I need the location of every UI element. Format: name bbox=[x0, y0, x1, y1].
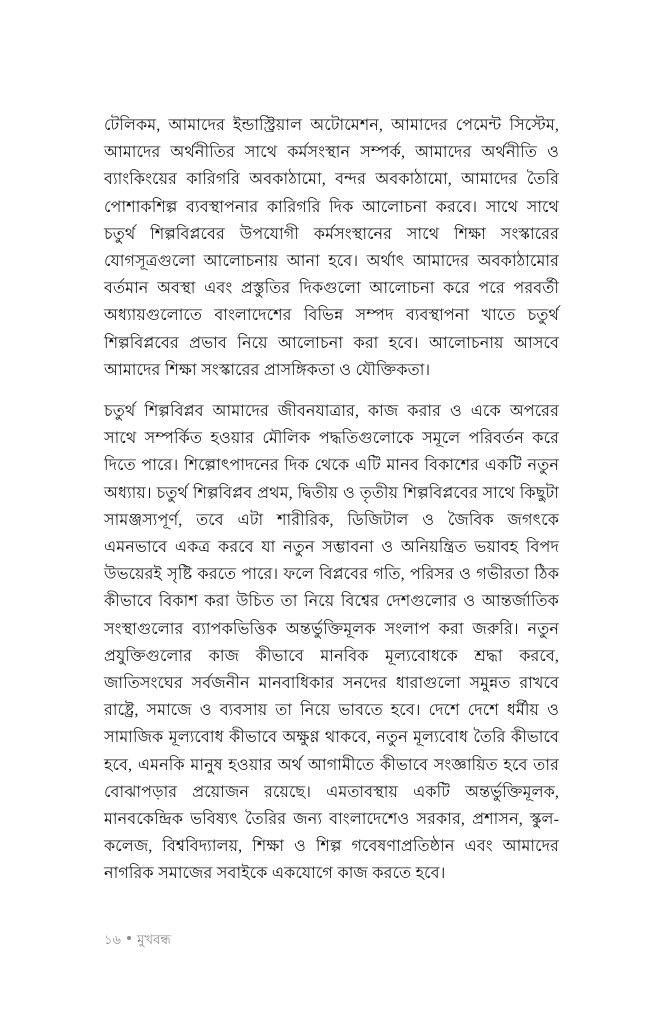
footer-chapter-title: মুখবন্ধ bbox=[137, 932, 171, 947]
page-text-column bbox=[104, 112, 559, 888]
page-number: ১৬ bbox=[104, 932, 122, 947]
page-footer bbox=[104, 931, 171, 949]
body-paragraph-1: টেলিকম, আমাদের ইন্ডাস্ট্রিয়াল অটোমেশন, আমাদের পেমেন্ট সিস্টেম, আমাদের অর্থনীতির সাথে কর্মসংস্থান সম্পর্ক, আমাদের অর্থনীতি ও ব্যাংকিংয়ের কারিগরি অবকাঠামো, বন্দর অবকাঠামো, আমাদের তৈরি পোশাকশিল্প ব্যবস্থাপনার কারিগরি দিক আলোচনা করবে। সাথে সাথে চতুর্থ শিল্পবিপ্লবের উপযোগী কর্মসংস্থানের সাথে শিক্ষা সংস্কারের যোগসূত্রগুলো আলোচনায় আনা হবে। অর্থাৎ আমাদের অবকাঠামোর বর্তমান অবস্থা এবং প্রস্তুতির দিকগুলো আলোচনা করে পরে পরবর্তী অধ্যায়গুলোতে বাংলাদেশের বিভিন্ন সম্পদ ব্যবস্থাপনা খাতে চতুর্থ শিল্পবিপ্লবের প্রভাব নিয়ে আলোচনা করা হবে। আলোচনায় আসবে আমাদের শিক্ষা সংস্কারের প্রাসঙ্গিকতা ও যৌক্তিকতা। bbox=[104, 117, 559, 379]
body-paragraph-2: চতুর্থ শিল্পবিপ্লব আমাদের জীবনযাত্রার, কাজ করার ও একে অপরের সাথে সম্পর্কিত হওয়ার মৌলিক পদ্ধতিগুলোকে সমূলে পরিবর্তন করে দিতে পারে। শিল্পোৎপাদনের দিক থেকে এটি মানব বিকাশের একটি নতুন অধ্যায়। চতুর্থ শিল্পবিপ্লব প্রথম, দ্বিতীয় ও তৃতীয় শিল্পবিপ্লবের সাথে কিছুটা সামঞ্জস্যপূর্ণ, তবে এটা শারীরিক, ডিজিটাল ও জৈবিক জগৎকে এমনভাবে একত্র করবে যা নতুন সম্ভাবনা ও অনিয়ন্ত্রিত ভয়াবহ বিপদ উভয়েরই সৃষ্টি করতে পারে। ফলে বিপ্লবের গতি, পরিসর ও গভীরতা ঠিক কীভাবে বিকাশ করা উচিত তা নিয়ে বিশ্বের দেশগুলোর ও আন্তর্জাতিক সংস্থাগুলোর ব্যাপকভিত্তিক অন্তর্ভুক্তিমূলক সংলাপ করা জরুরি। নতুন প্রযুক্তিগুলোর কাজ কীভাবে মানবিক মূল্যবোধকে শ্রদ্ধা করবে, জাতিসংঘের সর্বজনীন মানবাধিকার সনদের ধারাগুলো সমুন্নত রাখবে রাষ্ট্রে, সমাজে ও ব্যবসায় তা নিয়ে ভাবতে হবে। দেশে দেশে ধর্মীয় ও সামাজিক মূল্যবোধ কীভাবে অক্ষুণ্ণ থাকবে, নতুন মূল্যবোধ তৈরি কীভাবে হবে, এমনকি মানুষ হওয়ার অর্থ আগামীতে কীভাবে সংজ্ঞায়িত হবে তার বোঝাপড়ার প্রয়োজন রয়েছে। এমতাবস্থায় একটি অন্তর্ভুক্তিমূলক, মানবকেন্দ্রিক ভবিষ্যৎ তৈরির জন্য বাংলাদেশেও সরকার, প্রশাসন, স্কুল-কলেজ, বিশ্ববিদ্যালয়, শিক্ষা ও শিল্প গবেষণাপ্রতিষ্ঠান এবং আমাদের নাগরিক সমাজের সবাইকে একযোগে কাজ করতে হবে। bbox=[104, 403, 559, 883]
bullet-dot-icon bbox=[127, 936, 131, 940]
